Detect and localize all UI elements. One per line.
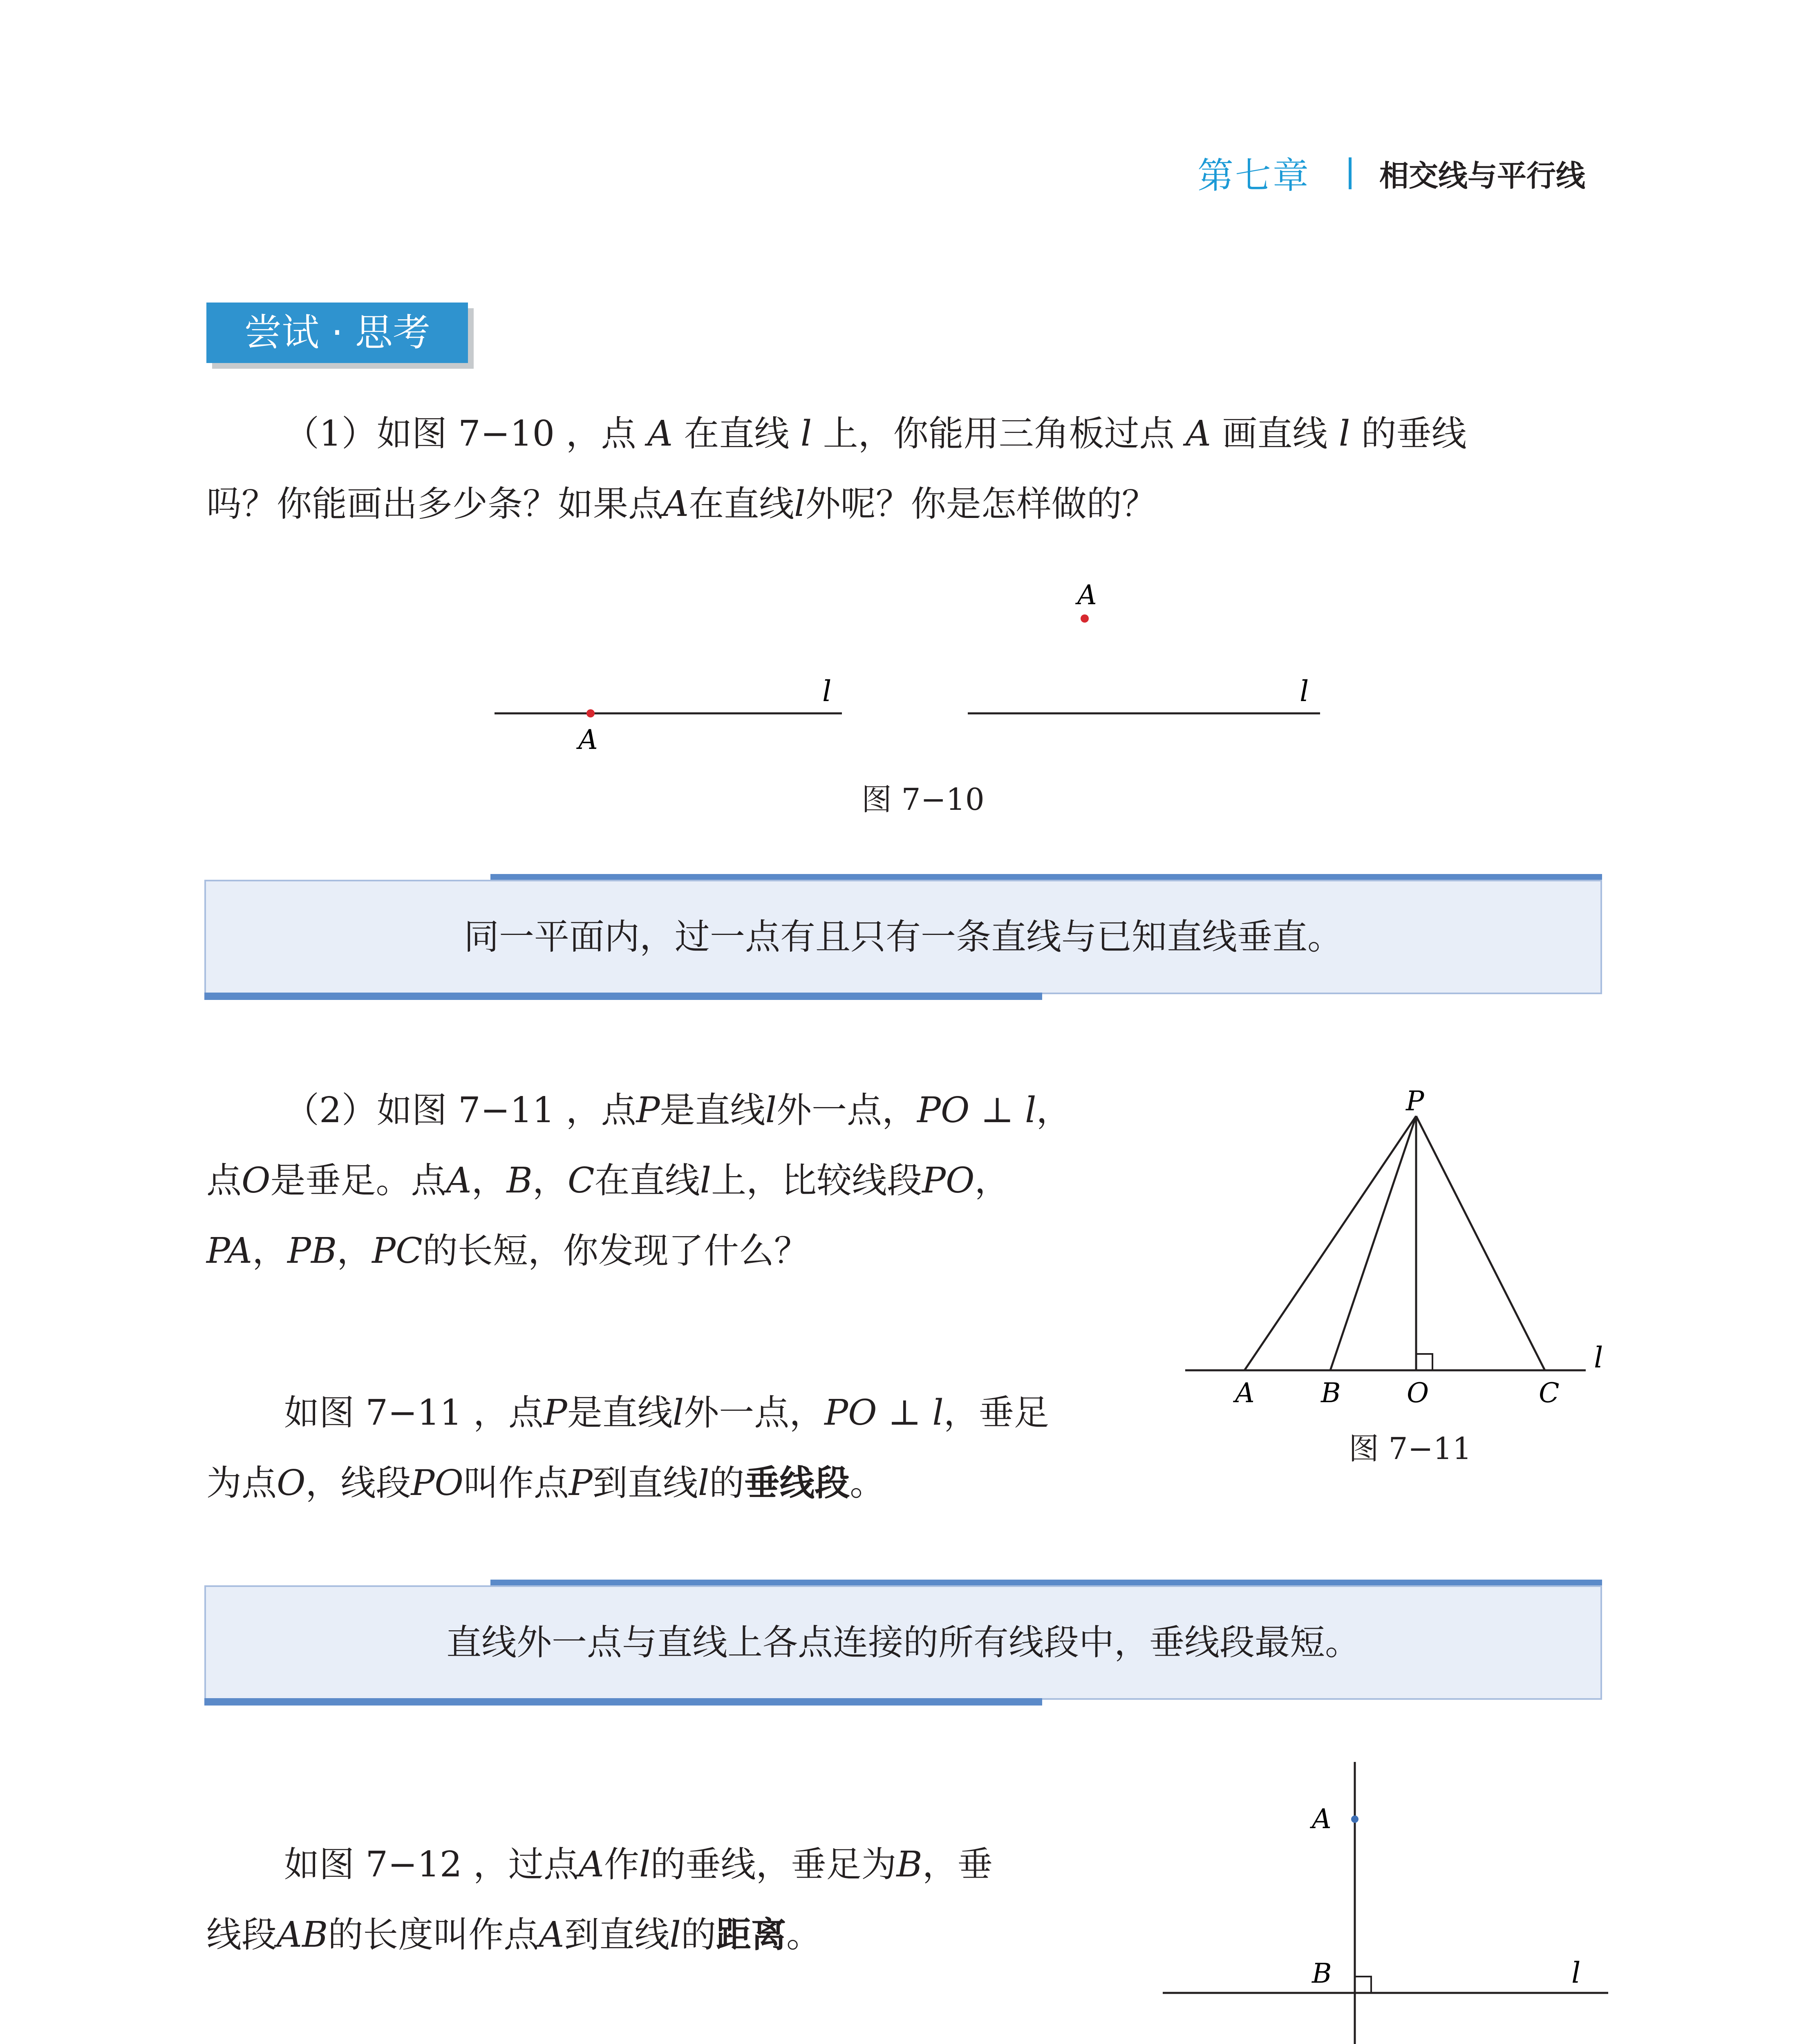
figure-7-10 [470, 564, 1369, 777]
definition-distance: 如图 7−12 ，过点A作l的垂线，垂足为B，垂 线段AB的长度叫作点A到直线l的距离。 [206, 1844, 993, 1955]
tag-label: 尝试 · 思考 [206, 303, 468, 363]
segment-pc [1416, 1116, 1545, 1370]
question-2: （2）如图 7−11 ，点P是直线l外一点，PO ⊥ l， 点O是垂足。点A，B，C在直线l上，比较线段PO， PA，PB，PC的长短，你发现了什么？ [206, 1090, 1072, 1271]
question-1: （1）如图 7−10 ，点 A 在直线 l 上，你能用三角板过点 A 画直线 l 的垂线 吗？你能画出多少条？如果点A在直线l外呢？你是怎样做的？ [206, 413, 1467, 524]
box-2-bottom-bar [204, 1698, 1042, 1706]
point-a [1351, 1815, 1358, 1823]
label-l: l [1594, 1341, 1603, 1374]
figure-7-11 [1169, 1079, 1631, 1406]
theorem-box-2: 直线外一点与直线上各点连接的所有线段中，垂线段最短。 [204, 1585, 1602, 1700]
section-tag-try-think [206, 303, 468, 363]
figure-7-12 [1144, 1750, 1635, 2044]
right-angle-mark [1416, 1354, 1432, 1370]
label-b: B [1312, 1958, 1332, 1989]
header-separator [1349, 157, 1352, 189]
chapter-title: 相交线与平行线 [1379, 159, 1586, 193]
label-a-on-line: A [578, 724, 598, 755]
point-a-on-line [586, 709, 595, 717]
label-l-1: l [822, 675, 832, 708]
chapter-label: 第七章 [1197, 155, 1311, 197]
segment-pb [1330, 1116, 1416, 1370]
label-a: A [1235, 1377, 1255, 1406]
term-distance: 距离 [716, 1914, 786, 1955]
label-a-off-line: A [1077, 579, 1097, 611]
label-c: C [1539, 1377, 1560, 1406]
point-a-off-line [1081, 614, 1089, 623]
label-l-2: l [1300, 675, 1309, 708]
label-p: P [1406, 1085, 1424, 1117]
term-perpendicular-segment: 垂线段 [744, 1463, 850, 1504]
label-o: O [1407, 1377, 1429, 1406]
label-b: B [1321, 1377, 1341, 1406]
segment-pa [1244, 1116, 1416, 1370]
definition-perpendicular-segment: 如图 7−11 ，点P是直线l外一点，PO ⊥ l，垂足 为点O，线段PO叫作点P到直线l的垂线段。 [206, 1392, 1049, 1504]
figure-7-11-caption: 图 7−11 [1349, 1431, 1472, 1466]
right-angle-mark [1355, 1977, 1371, 1993]
label-l: l [1571, 1956, 1581, 1990]
box-1-bottom-bar [204, 993, 1042, 1000]
figure-7-10-caption: 图 7−10 [862, 782, 985, 817]
theorem-box-1: 同一平面内，过一点有且只有一条直线与已知直线垂直。 [204, 880, 1602, 994]
label-a: A [1312, 1803, 1332, 1835]
